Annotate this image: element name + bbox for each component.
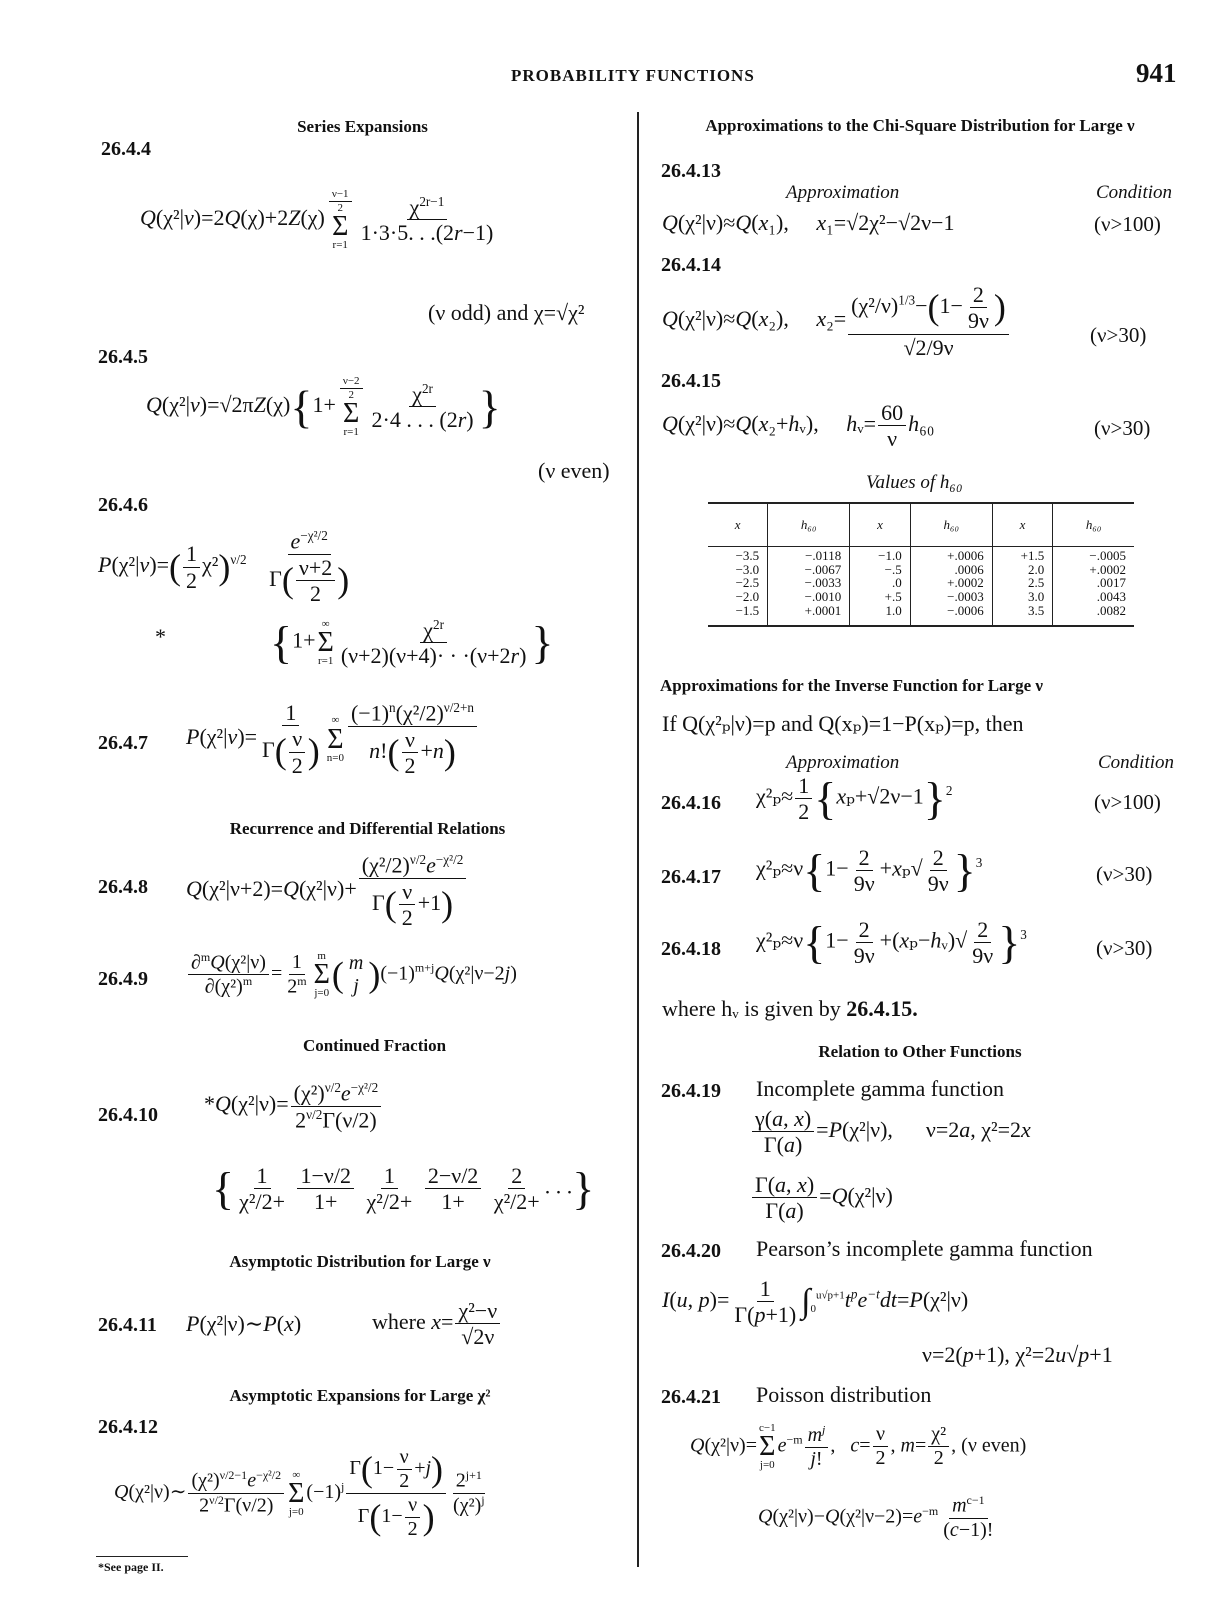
table-cell-h60: −.0005 +.0002 .0017 .0043 .0082 bbox=[1089, 548, 1126, 618]
condition-26-4-14: (ν>30) bbox=[1090, 323, 1147, 347]
equation-number-26-4-10: 26.4.10 bbox=[98, 1104, 158, 1126]
values-table bbox=[708, 504, 1134, 625]
table-cell-x: +1.5 2.0 2.5 3.0 3.5 bbox=[992, 547, 1053, 626]
equation-number-26-4-19: 26.4.19 bbox=[661, 1080, 721, 1102]
equation-number-26-4-15: 26.4.15 bbox=[661, 370, 721, 392]
table-cell-h60: +.0006 .0006 +.0002 −.0003 −.0006 bbox=[910, 547, 992, 626]
label-approximation: Approximation bbox=[786, 752, 900, 773]
section-title-series: Series Expansions bbox=[297, 117, 428, 136]
section-title-recurrence: Recurrence and Differential Relations bbox=[229, 819, 506, 838]
equation-number-26-4-11: 26.4.11 bbox=[98, 1314, 157, 1336]
equation-number-26-4-7: 26.4.7 bbox=[98, 732, 148, 754]
formula-26-4-4: Q(χ²|ν)=2Q(χ)+2Z(χ) $\frac{\nu-1}{2}$ Σ r=1 $\frac{\chi^{2r-1}}{1\cdot 3\cdot 5. . .(2r-1)}$ bbox=[140, 188, 494, 252]
equation-number-26-4-12: 26.4.12 bbox=[98, 1416, 158, 1438]
equation-number-26-4-8: 26.4.8 bbox=[98, 876, 148, 898]
condition-26-4-13: (ν>100) bbox=[1094, 212, 1161, 236]
condition-26-4-4: (ν odd) and χ=√χ² bbox=[428, 300, 585, 325]
page-number: 941 bbox=[1136, 58, 1177, 88]
label-condition: Condition bbox=[1098, 752, 1175, 773]
formula-26-4-18: χ²ₚ≈ν{1− $\frac{2}{9\nu}$ +(xₚ−hᵥ)√ $\frac{2}{9\nu}$ }$^3$ bbox=[756, 916, 1027, 968]
equation-number-26-4-5: 26.4.5 bbox=[98, 346, 148, 368]
equation-number-26-4-13: 26.4.13 bbox=[661, 160, 721, 182]
section-title-inverse: Approximations for the Inverse Function for Large ν bbox=[660, 676, 1043, 695]
section-title-asymptotic-distribution: Asymptotic Distribution for Large ν bbox=[229, 1252, 491, 1271]
formula-26-4-12: Q(χ²|ν)∼ $\frac{(\chi^2)^{\nu/2-1}e^{-\chi^2/2}}{2^{\nu/2}\Gamma(\nu/2)}$ ∞ Σ j=0 $(-1)^j$ Γ(1− $\frac{\nu}{2}$ +j) Γ(1− $\frac{\nu}{2}$ ) $\frac{2^{j+1}}{(\chi^2)^j}$ bbox=[114, 1446, 485, 1540]
equation-number-26-4-4: 26.4.4 bbox=[101, 138, 151, 160]
condition-26-4-17: (ν>30) bbox=[1096, 862, 1153, 886]
values-table-frame bbox=[708, 502, 1134, 627]
formula-26-4-9: $\frac{\partial^mQ(\chi^2|\nu)}{\partial(\chi^2)^m}$ = $\frac{1}{2^m}$ m Σ j=0 ( m j )$(-1)^{m+j}Q(\chi^2|\nu-2j)$ bbox=[186, 950, 517, 999]
formula-26-4-5: Q(χ²|ν)=√2πZ(χ){1+ $\frac{\nu-2}{2}$ Σ r=1 $\frac{\chi^{2r}}{2\cdot 4 . . . (2r)}$ } bbox=[146, 375, 501, 439]
section-title-asymptotic-expansions: Asymptotic Expansions for Large χ² bbox=[229, 1386, 491, 1405]
table-header-row bbox=[708, 504, 1134, 547]
formula-26-4-21-a: Q(χ²|ν)= c−1 Σ j=0 $e^{-m}$ $\frac{m^j}{j!}$ , c= $\frac{\nu}{2}$ , m= $\frac{\text{χ²}}{2}$ , (ν even) bbox=[690, 1421, 1027, 1472]
table-header-x: x bbox=[850, 504, 911, 547]
equation-number-26-4-21: 26.4.21 bbox=[661, 1386, 721, 1408]
formula-26-4-19-a: $\frac{\gamma(a, x)}{\Gamma(a)}$ =P(χ²|ν), ν=2a, χ²=2x bbox=[750, 1106, 1031, 1158]
asterisk-mark: * bbox=[155, 624, 166, 649]
inverse-intro: If Q(χ²ₚ|ν)=p and Q(xₚ)=1−P(xₚ)=p, then bbox=[662, 711, 1024, 736]
formula-26-4-21-b: $Q(\chi^2|\nu)-Q(\chi^2|\nu-2)=e^{-m}$ $\frac{m^{c-1}}{(c-1)!}$ bbox=[758, 1493, 994, 1541]
where-line bbox=[662, 996, 918, 1022]
equation-number-26-4-17: 26.4.17 bbox=[661, 866, 721, 888]
equation-number-26-4-14: 26.4.14 bbox=[661, 254, 721, 276]
section-title-continued-fraction: Continued Fraction bbox=[302, 1036, 447, 1055]
condition-26-4-18: (ν>30) bbox=[1096, 936, 1153, 960]
name-26-4-21: Poisson distribution bbox=[756, 1382, 932, 1407]
label-approximation: Approximation bbox=[786, 182, 900, 203]
table-header-h60: h₆₀ bbox=[1053, 504, 1134, 547]
column-divider bbox=[637, 112, 639, 1567]
table-cell-x: −3.5 −3.0 −2.5 −2.0 −1.5 bbox=[708, 547, 768, 626]
where-label: where bbox=[372, 1308, 426, 1334]
condition-26-4-5: (ν even) bbox=[538, 458, 610, 483]
formula-26-4-20: I(u, p)= $\frac{1}{\Gamma(p+1)}$ $\int_0^{u√p+1}t^pe^{-t}dt=P(\chi^2|\nu)$ bbox=[662, 1276, 969, 1328]
table-header-h60: h₆₀ bbox=[910, 504, 992, 547]
label-condition: Condition bbox=[1096, 182, 1173, 203]
table-header-x: x bbox=[708, 504, 768, 547]
section-title-relation: Relation to Other Functions bbox=[818, 1042, 1022, 1061]
table-header-h60: h₆₀ bbox=[768, 504, 850, 547]
footnote: *See page II. bbox=[98, 1560, 164, 1574]
formula-26-4-15: Q(χ²|ν)≈Q(x₂+hᵥ), hᵥ= $\frac{60}{\nu}$ h₆₀ bbox=[662, 400, 935, 452]
formula-26-4-10-line1: *Q(χ²|ν)= $\frac{(\chi^2)^{\nu/2}e^{-\chi^2/2}}{2^{\nu/2}\Gamma(\nu/2)}$ bbox=[204, 1080, 383, 1132]
formula-26-4-7: P(χ²|ν)= 1 Γ( $\frac{\nu}{2}$ ) ∞ Σ n=0 $(-1)^n(\chi^2/2)^{\nu/2+n}$ n!( $\frac{\nu}{2}$ +n) bbox=[186, 700, 479, 778]
formula-26-4-17: χ²ₚ≈ν{1− $\frac{2}{9\nu}$ +xₚ√ $\frac{2}{9\nu}$ }$^3$ bbox=[756, 844, 983, 896]
table-row bbox=[708, 547, 1134, 626]
section-title-approximations: Approximations to the Chi-Square Distribution for Large ν bbox=[705, 116, 1135, 135]
name-26-4-19: Incomplete gamma function bbox=[756, 1076, 1005, 1101]
name-26-4-20: Pearson’s incomplete gamma function bbox=[756, 1236, 1093, 1261]
condition-26-4-15: (ν>30) bbox=[1094, 416, 1151, 440]
equation-number-26-4-9: 26.4.9 bbox=[98, 968, 148, 990]
table-cell-x: −1.0 −.5 .0 +.5 1.0 bbox=[850, 547, 911, 626]
formula-26-4-19-b: $\frac{\Gamma(a, x)}{\Gamma(a)}$ =Q(χ²|ν) bbox=[750, 1172, 893, 1224]
formula-26-4-11-right: where x= $\frac{\text{χ²−ν}}{√2\nu}$ bbox=[372, 1298, 502, 1350]
formula-26-4-11-left: P(χ²|ν)∼P(x) bbox=[186, 1311, 302, 1336]
formula-26-4-13: Q(χ²|ν)≈Q(x₁), x₁=√2χ²−√2ν−1 bbox=[662, 210, 955, 235]
formula-26-4-6-line2: {1+ ∞ Σ r=1 $\frac{\chi^{2r}}{(\nu+2)(\nu+4)\cdot \cdot \cdot(\nu+2r)}$ } bbox=[270, 616, 554, 669]
condition-26-4-16: (ν>100) bbox=[1094, 790, 1161, 814]
formula-26-4-20-relation: ν=2(p+1), χ²=2u√p+1 bbox=[922, 1342, 1113, 1367]
table-header-x: x bbox=[992, 504, 1053, 547]
where-text: where hᵥ is given by bbox=[662, 996, 841, 1021]
formula-26-4-8: Q(χ²|ν+2)=Q(χ²|ν)+ $(\chi^2/2)^{\nu/2}e^{-\chi^2/2}$ Γ( $\frac{\nu}{2}$ +1) bbox=[186, 852, 468, 930]
formula-26-4-6-line1: P(χ²|ν)=( $\frac{1}{2}$ χ²)$^{\nu/2}$ $e^{-\chi^2/2}$ Γ( $\frac{\nu+2}{2}$ ) bbox=[98, 528, 350, 606]
equation-number-26-4-18: 26.4.18 bbox=[661, 938, 721, 960]
equation-number-26-4-6: 26.4.6 bbox=[98, 494, 148, 516]
table-title: Values of h₆₀ bbox=[866, 472, 963, 493]
running-header: PROBABILITY FUNCTIONS bbox=[511, 66, 755, 85]
footnote-rule bbox=[96, 1556, 188, 1557]
formula-26-4-10-line2: { $\frac{1}{\text{χ²/2+}}$ $\frac{1-\nu/2}{1+}$ $\frac{1}{\text{χ²/2+}}$ $\frac{2-\nu/2}{1+}$ $\frac{2}{\text{χ²/2+}}$ . . .} bbox=[212, 1162, 595, 1214]
formula-26-4-16: χ²ₚ≈ $\frac{1}{2}$ $\{x_p+√2\nu-1\}^2$ bbox=[756, 772, 953, 824]
equation-number-26-4-20: 26.4.20 bbox=[661, 1240, 721, 1262]
where-ref: 26.4.15. bbox=[846, 996, 918, 1021]
equation-number-26-4-16: 26.4.16 bbox=[661, 792, 721, 814]
table-cell-h60: −.0118 −.0067 −.0033 −.0010 +.0001 bbox=[768, 547, 850, 626]
formula-26-4-14: Q(χ²|ν)≈Q(x₂), x₂= $(\chi^2/\nu)^{1/3}-(1-$ $\frac{2}{9\nu}$ ) √2/9ν bbox=[662, 282, 1011, 360]
